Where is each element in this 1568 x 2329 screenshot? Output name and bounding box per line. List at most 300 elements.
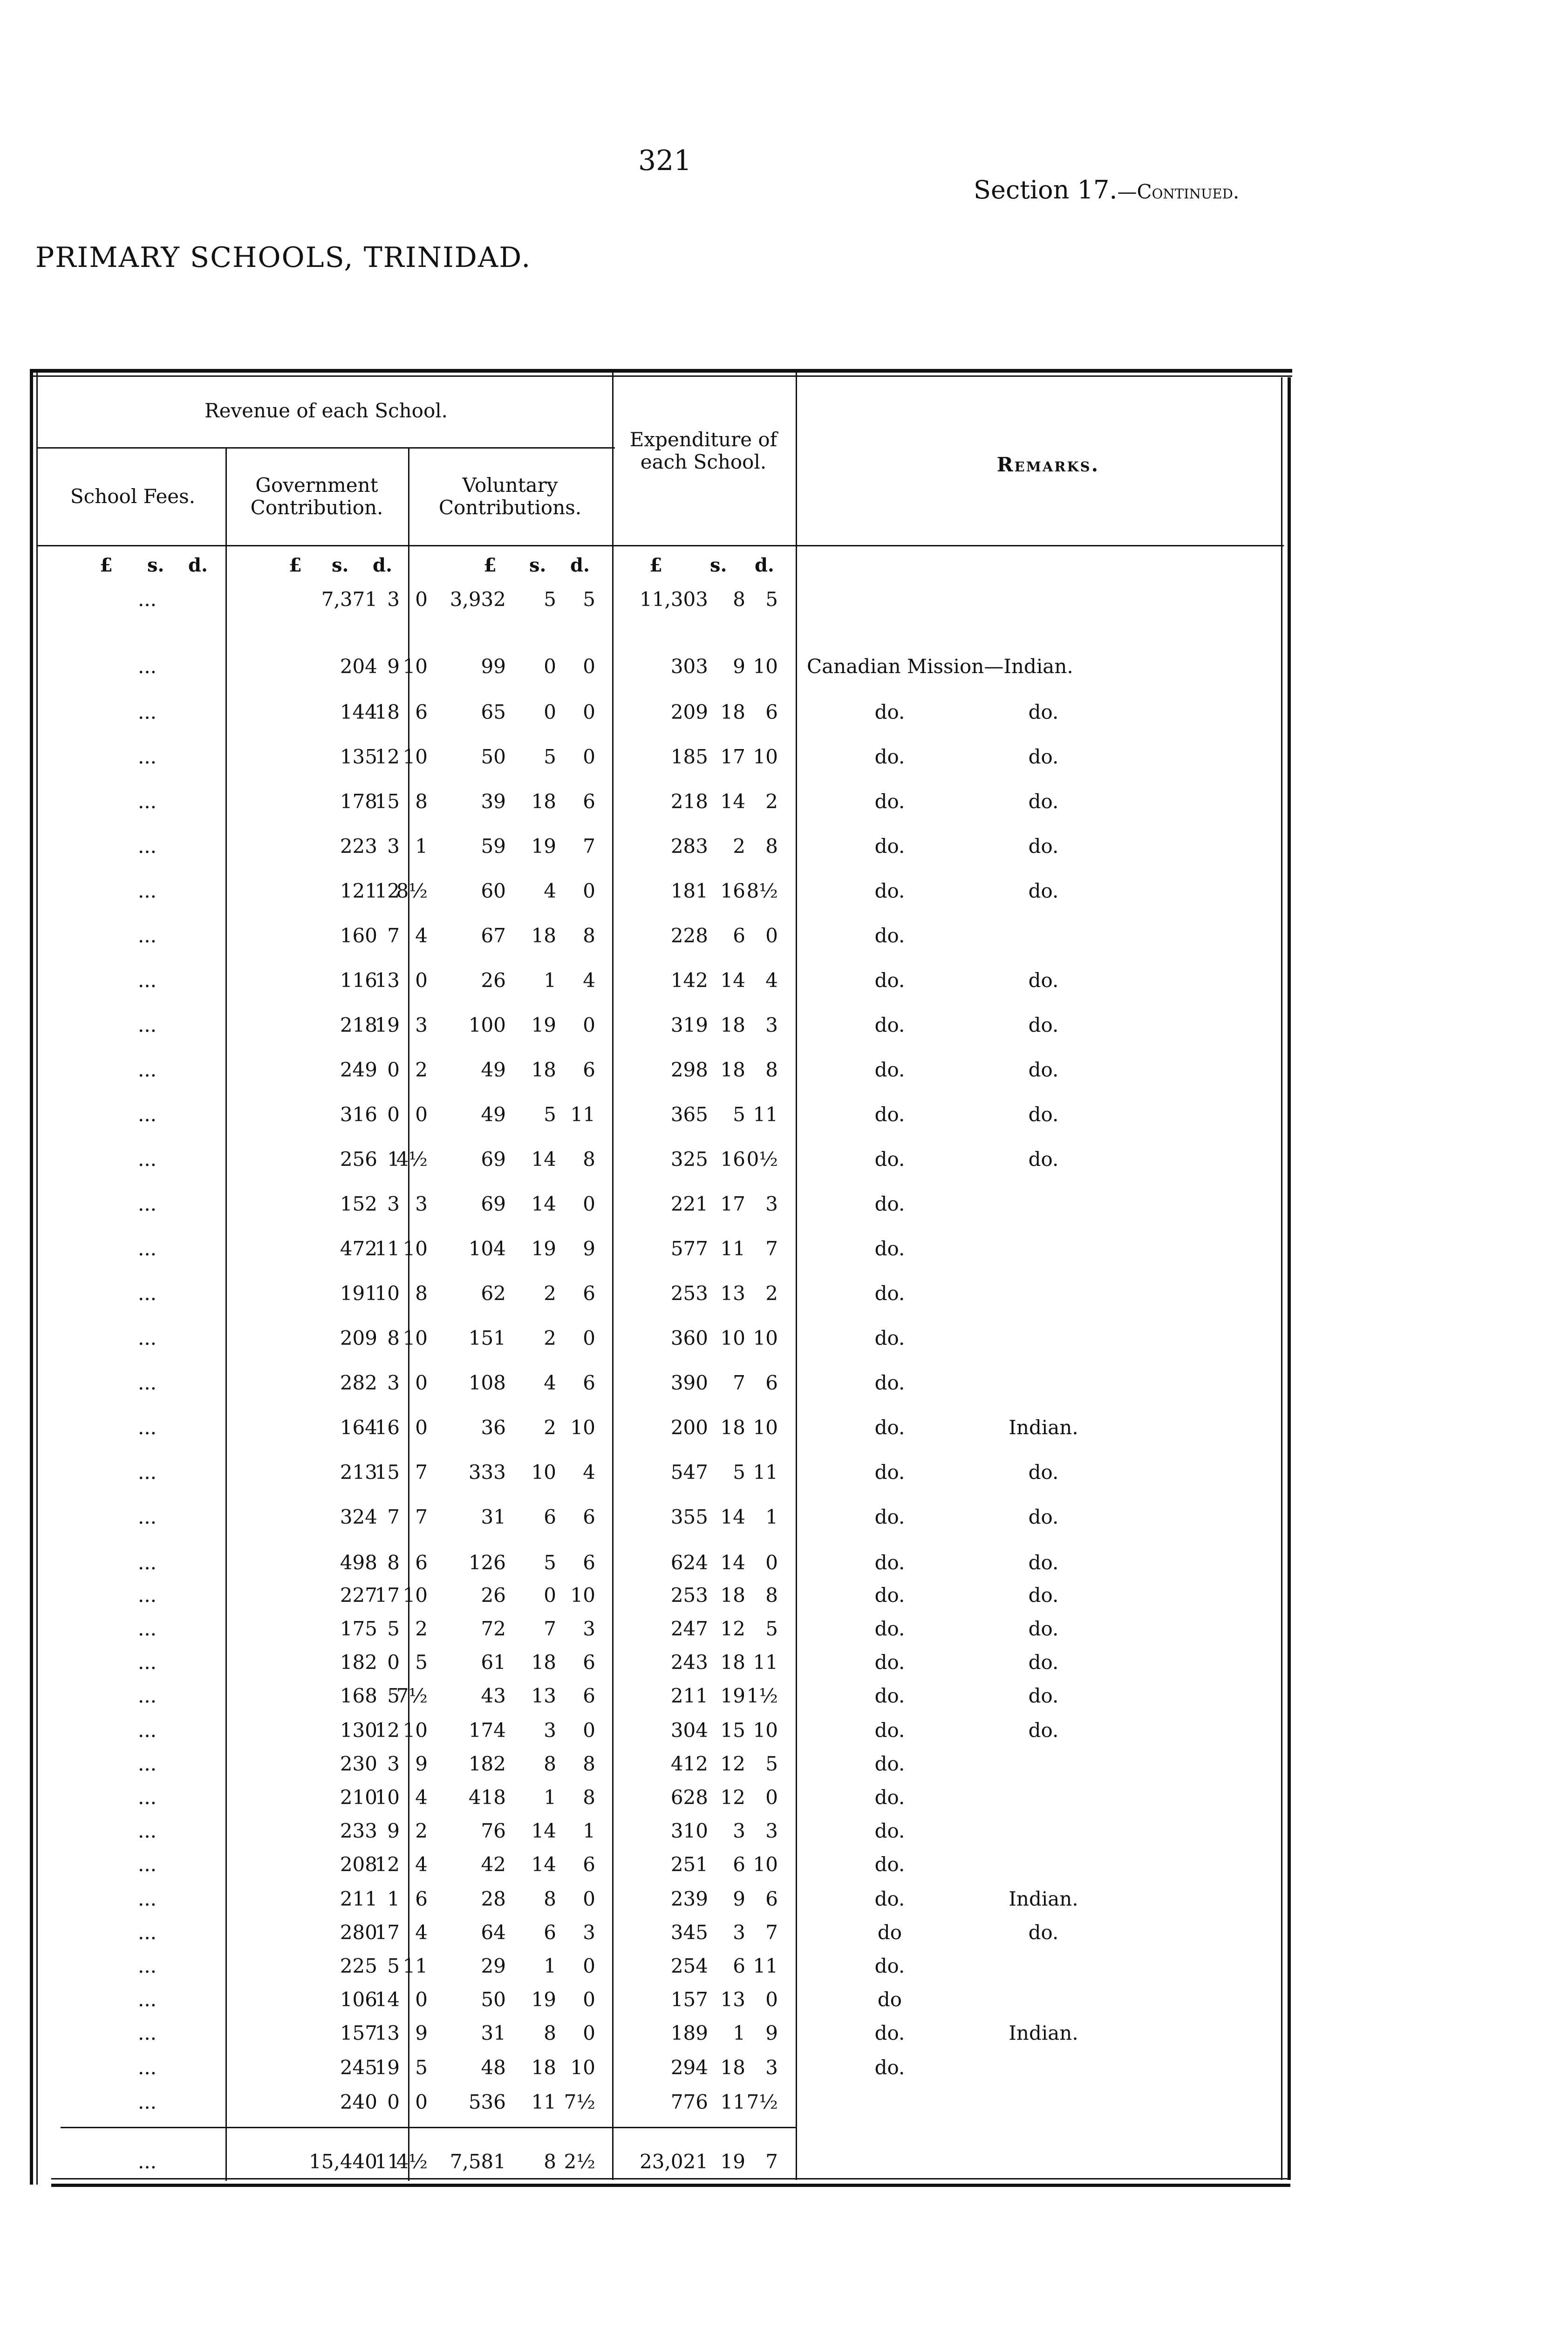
section-note bbox=[974, 175, 1239, 204]
expenditure-cell: 11 bbox=[753, 1954, 778, 1977]
remarks-text: do. bbox=[1028, 1505, 1059, 1528]
voluntary-cell: 11 bbox=[531, 2091, 556, 2113]
voluntary-cell: 50 bbox=[481, 745, 506, 768]
government-cell: 5 bbox=[387, 1684, 400, 1707]
government-cell: 11 bbox=[375, 1237, 400, 1260]
expenditure-cell: 10 bbox=[753, 1853, 778, 1876]
remarks-text: do. bbox=[1028, 835, 1059, 858]
government-cell: 211 bbox=[340, 1887, 377, 1910]
table-row bbox=[0, 1014, 1568, 1042]
government-cell: 10 bbox=[402, 655, 428, 678]
government-cell: 0 bbox=[387, 1651, 400, 1674]
government-cell: 10 bbox=[375, 1786, 400, 1809]
voluntary-cell: 19 bbox=[531, 1014, 556, 1036]
table-row bbox=[0, 745, 1568, 773]
voluntary-cell: 0 bbox=[583, 701, 595, 723]
remarks-text: do. bbox=[1028, 1014, 1059, 1036]
expenditure-cell: 19 bbox=[720, 2150, 745, 2173]
expenditure-cell: 253 bbox=[670, 1282, 708, 1305]
table-row bbox=[0, 1752, 1568, 1780]
remarks-text: do. bbox=[874, 1416, 905, 1439]
page-title: PRIMARY SCHOOLS, TRINIDAD. bbox=[35, 241, 532, 274]
expenditure-cell: 200 bbox=[670, 1416, 708, 1439]
expenditure-cell: 2 bbox=[765, 790, 778, 813]
remarks-text: do. bbox=[1028, 1719, 1059, 1742]
school-fees-cell: ... bbox=[137, 1921, 157, 1944]
school-fees-cell: ... bbox=[137, 1148, 157, 1171]
government-cell: 498 bbox=[340, 1551, 377, 1574]
voluntary-cell: 6 bbox=[544, 1921, 556, 1944]
expenditure-cell: 7 bbox=[765, 1921, 778, 1944]
government-cell: 7,371 bbox=[321, 588, 377, 611]
remarks-text: do. bbox=[874, 745, 905, 768]
voluntary-cell: 5 bbox=[583, 588, 595, 611]
voluntary-cell: 67 bbox=[481, 924, 506, 947]
expenditure-cell: 310 bbox=[670, 1819, 708, 1842]
remarks-text: do. bbox=[874, 1148, 905, 1171]
remarks-text: do. bbox=[874, 1461, 905, 1484]
expenditure-cell: 14 bbox=[720, 1551, 745, 1574]
expenditure-cell: 15 bbox=[720, 1719, 745, 1742]
expenditure-cell: 10 bbox=[753, 1719, 778, 1742]
expenditure-cell: 254 bbox=[670, 1954, 708, 1977]
expenditure-cell: 209 bbox=[670, 701, 708, 723]
government-cell: 324 bbox=[340, 1505, 377, 1528]
table-row bbox=[0, 1651, 1568, 1679]
table-row bbox=[0, 1282, 1568, 1310]
remarks-text: do. bbox=[874, 1684, 905, 1707]
voluntary-cell: 2 bbox=[544, 1282, 556, 1305]
table-row bbox=[0, 1192, 1568, 1220]
expenditure-cell: 157 bbox=[670, 1988, 708, 2011]
voluntary-cell: 7 bbox=[544, 1617, 556, 1640]
voluntary-cell: 18 bbox=[531, 924, 556, 947]
unit-label: £ bbox=[649, 554, 662, 576]
header-voluntary: Voluntary Contributions. bbox=[438, 474, 582, 519]
government-cell: 3 bbox=[387, 1371, 400, 1394]
voluntary-cell: 18 bbox=[531, 1651, 556, 1674]
expenditure-cell: 12 bbox=[720, 1617, 745, 1640]
voluntary-cell: 2 bbox=[544, 1327, 556, 1349]
remarks-text: do. bbox=[874, 2056, 905, 2079]
government-cell: 240 bbox=[340, 2091, 377, 2113]
voluntary-cell: 4 bbox=[583, 1461, 595, 1484]
school-fees-cell: ... bbox=[137, 2022, 157, 2044]
remarks-text: do. bbox=[874, 1651, 905, 1674]
expenditure-cell: 1 bbox=[765, 1505, 778, 1528]
expenditure-cell: 142 bbox=[670, 969, 708, 992]
table-row bbox=[0, 1058, 1568, 1086]
table-row bbox=[0, 1505, 1568, 1533]
government-cell: 245 bbox=[340, 2056, 377, 2079]
voluntary-cell: 0 bbox=[583, 1988, 595, 2011]
table-row bbox=[0, 1684, 1568, 1712]
remarks-text: do. bbox=[1028, 1921, 1059, 1944]
voluntary-cell: 0 bbox=[583, 745, 595, 768]
expenditure-cell: 10 bbox=[753, 745, 778, 768]
government-cell: 0 bbox=[387, 2091, 400, 2113]
government-cell: 11 bbox=[375, 2150, 400, 2173]
government-cell: 3 bbox=[387, 1752, 400, 1775]
voluntary-cell: 60 bbox=[481, 879, 506, 902]
expenditure-cell: 18 bbox=[720, 2056, 745, 2079]
remarks-text: do. bbox=[874, 1014, 905, 1036]
expenditure-cell: 10 bbox=[753, 1416, 778, 1439]
voluntary-cell: 2½ bbox=[564, 2150, 595, 2173]
table-row bbox=[0, 1148, 1568, 1176]
remarks-text: do. bbox=[1028, 969, 1059, 992]
voluntary-cell: 6 bbox=[583, 1651, 595, 1674]
expenditure-cell: 18 bbox=[720, 1416, 745, 1439]
voluntary-cell: 0 bbox=[544, 655, 556, 678]
expenditure-cell: 6 bbox=[733, 1853, 745, 1876]
voluntary-cell: 1 bbox=[544, 969, 556, 992]
government-cell: 209 bbox=[340, 1327, 377, 1349]
expenditure-cell: 4 bbox=[765, 969, 778, 992]
table-row bbox=[0, 1461, 1568, 1489]
expenditure-cell: 211 bbox=[670, 1684, 708, 1707]
government-cell: 2 bbox=[415, 1819, 428, 1842]
expenditure-cell: 17 bbox=[720, 1192, 745, 1215]
expenditure-cell: 9 bbox=[733, 1887, 745, 1910]
government-cell: 4 bbox=[415, 924, 428, 947]
expenditure-cell: 243 bbox=[670, 1651, 708, 1674]
voluntary-cell: 4 bbox=[544, 1371, 556, 1394]
remarks-cell: Canadian Mission—Indian. bbox=[807, 655, 1073, 678]
government-cell: 316 bbox=[340, 1103, 377, 1126]
expenditure-cell: 251 bbox=[670, 1853, 708, 1876]
expenditure-cell: 18 bbox=[720, 1014, 745, 1036]
expenditure-cell: 360 bbox=[670, 1327, 708, 1349]
government-cell: 0 bbox=[415, 1988, 428, 2011]
school-fees-cell: ... bbox=[137, 1584, 157, 1607]
government-cell: 15 bbox=[375, 1461, 400, 1484]
expenditure-cell: 3 bbox=[733, 1819, 745, 1842]
expenditure-cell: 0 bbox=[765, 1988, 778, 2011]
remarks-text: do. bbox=[1028, 745, 1059, 768]
expenditure-cell: 18 bbox=[720, 1651, 745, 1674]
section-continued: —Continued. bbox=[1117, 180, 1240, 203]
voluntary-cell: 104 bbox=[468, 1237, 506, 1260]
expenditure-cell: 365 bbox=[670, 1103, 708, 1126]
government-cell: 0 bbox=[415, 969, 428, 992]
voluntary-cell: 42 bbox=[481, 1853, 506, 1876]
government-cell: 0 bbox=[415, 1371, 428, 1394]
remarks-text: do. bbox=[874, 1237, 905, 1260]
voluntary-cell: 5 bbox=[544, 1103, 556, 1126]
voluntary-cell: 6 bbox=[583, 1551, 595, 1574]
expenditure-cell: 0½ bbox=[746, 1148, 778, 1171]
expenditure-cell: 6 bbox=[733, 1954, 745, 1977]
remarks-text: do. bbox=[1028, 1148, 1059, 1171]
school-fees-cell: ... bbox=[137, 588, 157, 611]
expenditure-cell: 6 bbox=[765, 1371, 778, 1394]
voluntary-cell: 6 bbox=[544, 1505, 556, 1528]
government-cell: 8 bbox=[387, 1551, 400, 1574]
unit-label: s. bbox=[332, 554, 349, 576]
expenditure-cell: 5 bbox=[765, 1752, 778, 1775]
expenditure-cell: 218 bbox=[670, 790, 708, 813]
school-fees-cell: ... bbox=[137, 1819, 157, 1842]
school-fees-cell: ... bbox=[137, 1327, 157, 1349]
expenditure-cell: 624 bbox=[670, 1551, 708, 1574]
school-fees-cell: ... bbox=[137, 790, 157, 813]
table-row bbox=[0, 1954, 1568, 1982]
government-cell: 2 bbox=[415, 1058, 428, 1081]
table-row bbox=[0, 879, 1568, 907]
voluntary-cell: 50 bbox=[481, 1988, 506, 2011]
remarks-text: do. bbox=[874, 969, 905, 992]
government-cell: 4 bbox=[415, 1786, 428, 1809]
expenditure-cell: 18 bbox=[720, 1584, 745, 1607]
expenditure-cell: 390 bbox=[670, 1371, 708, 1394]
school-fees-cell: ... bbox=[137, 701, 157, 723]
government-cell: 233 bbox=[340, 1819, 377, 1842]
table-row bbox=[0, 1371, 1568, 1399]
unit-label: d. bbox=[570, 554, 590, 576]
table-row bbox=[0, 1988, 1568, 2016]
voluntary-cell: 5 bbox=[544, 1551, 556, 1574]
expenditure-cell: 5 bbox=[765, 1617, 778, 1640]
remarks-text: do. bbox=[1028, 1617, 1059, 1640]
voluntary-cell: 39 bbox=[481, 790, 506, 813]
page-number: 321 bbox=[638, 144, 692, 177]
government-cell: 9 bbox=[387, 655, 400, 678]
remarks-text: do. bbox=[874, 1752, 905, 1775]
table-row bbox=[0, 701, 1568, 729]
table-row bbox=[0, 588, 1568, 616]
government-cell: 19 bbox=[375, 1014, 400, 1036]
government-cell: 121 bbox=[340, 879, 377, 902]
unit-label: d. bbox=[755, 554, 774, 576]
government-cell: 5 bbox=[387, 1954, 400, 1977]
expenditure-cell: 0 bbox=[765, 1551, 778, 1574]
voluntary-cell: 8 bbox=[583, 1752, 595, 1775]
expenditure-cell: 10 bbox=[753, 1327, 778, 1349]
voluntary-cell: 174 bbox=[468, 1719, 506, 1742]
total-row bbox=[0, 2150, 1568, 2178]
voluntary-cell: 8 bbox=[544, 2022, 556, 2044]
header-government: Government Contribution. bbox=[250, 474, 383, 519]
expenditure-cell: 18 bbox=[720, 701, 745, 723]
government-cell: 208 bbox=[340, 1853, 377, 1876]
remarks-text: do bbox=[877, 1988, 902, 2011]
voluntary-cell: 333 bbox=[468, 1461, 506, 1484]
voluntary-cell: 72 bbox=[481, 1617, 506, 1640]
remarks-text: do. bbox=[1028, 1551, 1059, 1574]
government-cell: 17 bbox=[375, 1921, 400, 1944]
government-cell: 7½ bbox=[396, 1684, 428, 1707]
expenditure-cell: 1½ bbox=[746, 1684, 778, 1707]
voluntary-cell: 6 bbox=[583, 1371, 595, 1394]
school-fees-cell: ... bbox=[137, 1719, 157, 1742]
voluntary-cell: 10 bbox=[531, 1461, 556, 1484]
school-fees-cell: ... bbox=[137, 1887, 157, 1910]
government-cell: 4½ bbox=[396, 1148, 428, 1171]
expenditure-cell: 776 bbox=[670, 2091, 708, 2113]
table-row bbox=[0, 835, 1568, 863]
government-cell: 5 bbox=[415, 1651, 428, 1674]
expenditure-cell: 13 bbox=[720, 1282, 745, 1305]
remarks-text: do. bbox=[874, 924, 905, 947]
voluntary-cell: 28 bbox=[481, 1887, 506, 1910]
government-cell: 130 bbox=[340, 1719, 377, 1742]
school-fees-cell: ... bbox=[137, 1416, 157, 1439]
expenditure-cell: 628 bbox=[670, 1786, 708, 1809]
expenditure-cell: 8½ bbox=[746, 879, 778, 902]
school-fees-cell: ... bbox=[137, 835, 157, 858]
government-cell: 7 bbox=[415, 1461, 428, 1484]
school-fees-cell: ... bbox=[137, 924, 157, 947]
government-cell: 225 bbox=[340, 1954, 377, 1977]
voluntary-cell: 64 bbox=[481, 1921, 506, 1944]
government-cell: 191 bbox=[340, 1282, 377, 1305]
table-row bbox=[0, 1103, 1568, 1131]
expenditure-cell: 7 bbox=[765, 1237, 778, 1260]
government-cell: 182 bbox=[340, 1651, 377, 1674]
government-cell: 9 bbox=[415, 1752, 428, 1775]
government-cell: 15,440 bbox=[309, 2150, 377, 2173]
expenditure-cell: 10 bbox=[720, 1327, 745, 1349]
voluntary-cell: 8 bbox=[583, 924, 595, 947]
voluntary-cell: 0 bbox=[583, 1887, 595, 1910]
table-row bbox=[0, 1237, 1568, 1265]
government-cell: 3 bbox=[387, 588, 400, 611]
remarks-text: do. bbox=[874, 1551, 905, 1574]
expenditure-cell: 6 bbox=[733, 924, 745, 947]
school-fees-cell: ... bbox=[137, 1954, 157, 1977]
expenditure-cell: 5 bbox=[733, 1103, 745, 1126]
voluntary-cell: 6 bbox=[583, 1853, 595, 1876]
government-cell: 106 bbox=[340, 1988, 377, 2011]
government-cell: 178 bbox=[340, 790, 377, 813]
government-cell: 218 bbox=[340, 1014, 377, 1036]
government-cell: 249 bbox=[340, 1058, 377, 1081]
expenditure-cell: 3 bbox=[765, 1819, 778, 1842]
table-row bbox=[0, 2022, 1568, 2050]
remarks-text: Indian. bbox=[1009, 1887, 1078, 1910]
government-cell: 7 bbox=[387, 924, 400, 947]
remarks-text: Indian. bbox=[1009, 1416, 1078, 1439]
government-cell: 152 bbox=[340, 1192, 377, 1215]
expenditure-cell: 8 bbox=[765, 1584, 778, 1607]
unit-label: d. bbox=[373, 554, 392, 576]
voluntary-cell: 69 bbox=[481, 1148, 506, 1171]
expenditure-cell: 8 bbox=[733, 588, 745, 611]
government-cell: 135 bbox=[340, 745, 377, 768]
unit-label: £ bbox=[289, 554, 302, 576]
remarks-text: do. bbox=[874, 1282, 905, 1305]
government-cell: 223 bbox=[340, 835, 377, 858]
remarks-text: do. bbox=[874, 1887, 905, 1910]
expenditure-cell: 3 bbox=[765, 2056, 778, 2079]
school-fees-cell: ... bbox=[137, 1282, 157, 1305]
expenditure-cell: 12 bbox=[720, 1786, 745, 1809]
expenditure-cell: 7½ bbox=[746, 2091, 778, 2113]
expenditure-cell: 11,303 bbox=[640, 588, 708, 611]
remarks-text: do. bbox=[1028, 1058, 1059, 1081]
government-cell: 12 bbox=[375, 879, 400, 902]
voluntary-cell: 4 bbox=[544, 879, 556, 902]
header-revenue: Revenue of each School. bbox=[204, 399, 448, 422]
table-row bbox=[0, 1719, 1568, 1747]
voluntary-cell: 18 bbox=[531, 790, 556, 813]
expenditure-cell: 5 bbox=[765, 588, 778, 611]
voluntary-cell: 6 bbox=[583, 1684, 595, 1707]
voluntary-cell: 69 bbox=[481, 1192, 506, 1215]
voluntary-cell: 0 bbox=[544, 1584, 556, 1607]
school-fees-cell: ... bbox=[137, 2056, 157, 2079]
expenditure-cell: 13 bbox=[720, 1988, 745, 2011]
voluntary-cell: 3,932 bbox=[450, 588, 506, 611]
expenditure-cell: 412 bbox=[670, 1752, 708, 1775]
voluntary-cell: 14 bbox=[531, 1148, 556, 1171]
government-cell: 168 bbox=[340, 1684, 377, 1707]
government-cell: 164 bbox=[340, 1416, 377, 1439]
government-cell: 12 bbox=[375, 1853, 400, 1876]
expenditure-cell: 3 bbox=[765, 1014, 778, 1036]
voluntary-cell: 14 bbox=[531, 1819, 556, 1842]
government-cell: 144 bbox=[340, 701, 377, 723]
voluntary-cell: 1 bbox=[544, 1954, 556, 1977]
government-cell: 19 bbox=[375, 2056, 400, 2079]
government-cell: 0 bbox=[415, 2091, 428, 2113]
table-row bbox=[0, 1416, 1568, 1444]
voluntary-cell: 0 bbox=[544, 701, 556, 723]
school-fees-cell: ... bbox=[137, 1988, 157, 2011]
expenditure-cell: 14 bbox=[720, 1505, 745, 1528]
school-fees-cell: ... bbox=[137, 2091, 157, 2113]
government-cell: 213 bbox=[340, 1461, 377, 1484]
table-row bbox=[0, 1853, 1568, 1881]
government-cell: 175 bbox=[340, 1617, 377, 1640]
remarks-text: do. bbox=[874, 1819, 905, 1842]
expenditure-cell: 355 bbox=[670, 1505, 708, 1528]
school-fees-cell: ... bbox=[137, 1853, 157, 1876]
voluntary-cell: 0 bbox=[583, 1719, 595, 1742]
voluntary-cell: 0 bbox=[583, 1192, 595, 1215]
government-cell: 4½ bbox=[396, 2150, 428, 2173]
voluntary-cell: 14 bbox=[531, 1853, 556, 1876]
government-cell: 1 bbox=[387, 1887, 400, 1910]
voluntary-cell: 2 bbox=[544, 1416, 556, 1439]
voluntary-cell: 8 bbox=[544, 2150, 556, 2173]
government-cell: 157 bbox=[340, 2022, 377, 2044]
voluntary-cell: 61 bbox=[481, 1651, 506, 1674]
voluntary-cell: 48 bbox=[481, 2056, 506, 2079]
unit-label: s. bbox=[529, 554, 546, 576]
school-fees-cell: ... bbox=[137, 969, 157, 992]
table-row bbox=[0, 1327, 1568, 1355]
government-cell: 9 bbox=[387, 1819, 400, 1842]
remarks-text: do. bbox=[1028, 1103, 1059, 1126]
expenditure-cell: 14 bbox=[720, 790, 745, 813]
header-expenditure: Expenditure of each School. bbox=[629, 428, 777, 473]
voluntary-cell: 65 bbox=[481, 701, 506, 723]
government-cell: 0 bbox=[415, 1416, 428, 1439]
voluntary-cell: 26 bbox=[481, 1584, 506, 1607]
government-cell: 13 bbox=[375, 969, 400, 992]
voluntary-cell: 31 bbox=[481, 2022, 506, 2044]
voluntary-cell: 0 bbox=[583, 1327, 595, 1349]
voluntary-cell: 7,581 bbox=[450, 2150, 506, 2173]
remarks-text: do. bbox=[1028, 1684, 1059, 1707]
voluntary-cell: 14 bbox=[531, 1192, 556, 1215]
government-cell: 210 bbox=[340, 1786, 377, 1809]
government-cell: 3 bbox=[415, 1192, 428, 1215]
expenditure-cell: 325 bbox=[670, 1148, 708, 1171]
voluntary-cell: 29 bbox=[481, 1954, 506, 1977]
